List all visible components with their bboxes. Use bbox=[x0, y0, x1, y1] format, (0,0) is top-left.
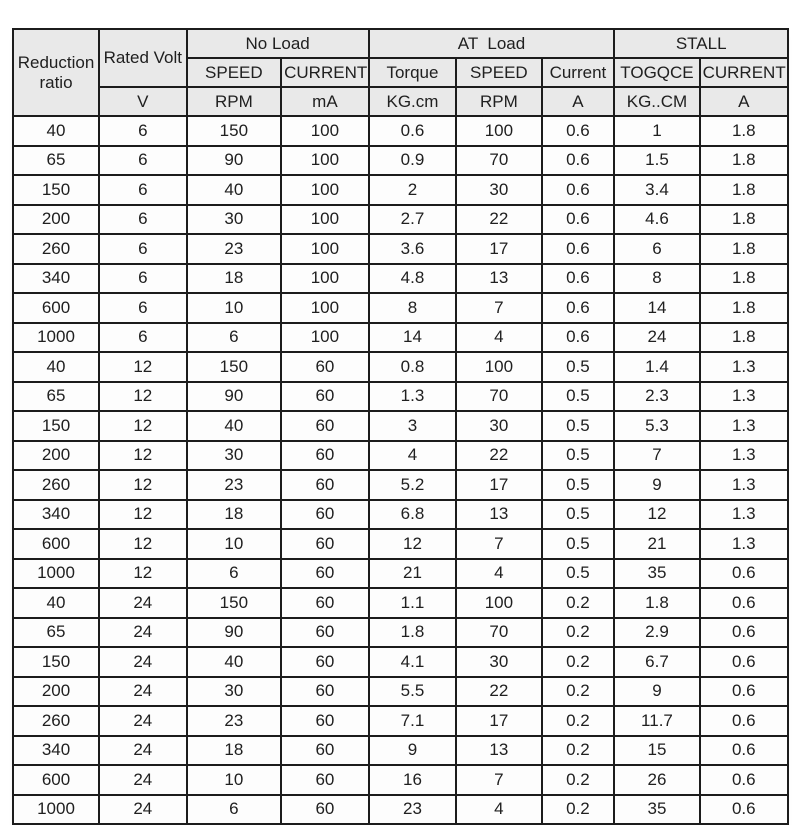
cell-stall-torque: 21 bbox=[614, 529, 699, 559]
cell-stall-torque: 9 bbox=[614, 470, 699, 500]
cell-no-load-speed: 18 bbox=[187, 264, 282, 294]
table-row bbox=[13, 175, 788, 205]
cell-at-load-torque: 9 bbox=[369, 736, 457, 766]
cell-no-load-speed: 6 bbox=[187, 795, 282, 825]
cell-rated-volt: 24 bbox=[99, 647, 187, 677]
cell-rated-volt: 12 bbox=[99, 529, 187, 559]
cell-reduction-ratio: 150 bbox=[13, 175, 99, 205]
cell-at-load-torque: 7.1 bbox=[369, 706, 457, 736]
header-group-at-load: AT Load bbox=[369, 29, 615, 58]
cell-no-load-speed: 40 bbox=[187, 647, 282, 677]
cell-at-load-speed: 30 bbox=[456, 647, 541, 677]
cell-reduction-ratio: 600 bbox=[13, 293, 99, 323]
cell-at-load-torque: 4 bbox=[369, 441, 457, 471]
cell-rated-volt: 6 bbox=[99, 234, 187, 264]
cell-stall-current: 0.6 bbox=[700, 706, 788, 736]
cell-at-load-speed: 70 bbox=[456, 146, 541, 176]
cell-rated-volt: 6 bbox=[99, 146, 187, 176]
cell-rated-volt: 24 bbox=[99, 706, 187, 736]
table-row bbox=[13, 706, 788, 736]
table-row bbox=[13, 677, 788, 707]
cell-stall-torque: 1.8 bbox=[614, 588, 699, 618]
cell-no-load-speed: 150 bbox=[187, 116, 282, 146]
cell-no-load-current: 60 bbox=[281, 441, 369, 471]
cell-at-load-torque: 3.6 bbox=[369, 234, 457, 264]
cell-at-load-torque: 1.1 bbox=[369, 588, 457, 618]
cell-at-load-torque: 4.8 bbox=[369, 264, 457, 294]
cell-at-load-speed: 22 bbox=[456, 205, 541, 235]
cell-rated-volt: 12 bbox=[99, 352, 187, 382]
cell-rated-volt: 12 bbox=[99, 382, 187, 412]
cell-stall-current: 0.6 bbox=[700, 588, 788, 618]
cell-at-load-speed: 17 bbox=[456, 706, 541, 736]
cell-at-load-speed: 30 bbox=[456, 175, 541, 205]
cell-stall-torque: 8 bbox=[614, 264, 699, 294]
unit-at-load-speed: RPM bbox=[456, 87, 541, 116]
cell-at-load-torque: 21 bbox=[369, 559, 457, 589]
cell-stall-torque: 2.9 bbox=[614, 618, 699, 648]
header-stall-torque: TOGQCE bbox=[614, 58, 699, 87]
cell-reduction-ratio: 260 bbox=[13, 234, 99, 264]
unit-no-load-current: mA bbox=[281, 87, 369, 116]
table-row bbox=[13, 323, 788, 353]
cell-no-load-current: 100 bbox=[281, 323, 369, 353]
cell-no-load-speed: 40 bbox=[187, 411, 282, 441]
cell-no-load-speed: 6 bbox=[187, 323, 282, 353]
cell-rated-volt: 6 bbox=[99, 264, 187, 294]
cell-no-load-current: 60 bbox=[281, 618, 369, 648]
cell-at-load-torque: 6.8 bbox=[369, 500, 457, 530]
cell-stall-current: 1.8 bbox=[700, 175, 788, 205]
cell-no-load-speed: 23 bbox=[187, 470, 282, 500]
cell-reduction-ratio: 340 bbox=[13, 736, 99, 766]
cell-no-load-current: 60 bbox=[281, 765, 369, 795]
cell-at-load-current: 0.2 bbox=[542, 765, 615, 795]
cell-at-load-speed: 7 bbox=[456, 293, 541, 323]
cell-no-load-speed: 10 bbox=[187, 293, 282, 323]
header-at-load-torque: Torque bbox=[369, 58, 457, 87]
cell-no-load-speed: 23 bbox=[187, 234, 282, 264]
table-row bbox=[13, 264, 788, 294]
cell-stall-torque: 14 bbox=[614, 293, 699, 323]
cell-stall-torque: 3.4 bbox=[614, 175, 699, 205]
cell-no-load-current: 100 bbox=[281, 146, 369, 176]
cell-at-load-current: 0.5 bbox=[542, 470, 615, 500]
cell-at-load-current: 0.2 bbox=[542, 618, 615, 648]
cell-at-load-speed: 100 bbox=[456, 352, 541, 382]
cell-no-load-current: 100 bbox=[281, 175, 369, 205]
cell-at-load-current: 0.6 bbox=[542, 205, 615, 235]
cell-reduction-ratio: 600 bbox=[13, 765, 99, 795]
cell-at-load-speed: 7 bbox=[456, 529, 541, 559]
header-reduction-ratio: Reduction ratio bbox=[13, 29, 99, 116]
cell-at-load-torque: 0.6 bbox=[369, 116, 457, 146]
header-at-load-current: Current bbox=[542, 58, 615, 87]
cell-no-load-current: 60 bbox=[281, 706, 369, 736]
cell-rated-volt: 12 bbox=[99, 441, 187, 471]
cell-at-load-torque: 0.9 bbox=[369, 146, 457, 176]
unit-stall-torque: KG..CM bbox=[614, 87, 699, 116]
table-row bbox=[13, 765, 788, 795]
cell-no-load-speed: 90 bbox=[187, 382, 282, 412]
cell-stall-current: 1.8 bbox=[700, 205, 788, 235]
cell-at-load-torque: 4.1 bbox=[369, 647, 457, 677]
cell-stall-current: 1.8 bbox=[700, 146, 788, 176]
cell-reduction-ratio: 200 bbox=[13, 205, 99, 235]
cell-at-load-current: 0.2 bbox=[542, 736, 615, 766]
cell-no-load-current: 60 bbox=[281, 588, 369, 618]
cell-at-load-current: 0.2 bbox=[542, 677, 615, 707]
motor-spec-table bbox=[12, 28, 789, 825]
cell-at-load-current: 0.2 bbox=[542, 706, 615, 736]
cell-reduction-ratio: 65 bbox=[13, 146, 99, 176]
cell-no-load-current: 60 bbox=[281, 352, 369, 382]
cell-at-load-current: 0.2 bbox=[542, 647, 615, 677]
spec-table-container bbox=[12, 28, 789, 825]
cell-at-load-current: 0.5 bbox=[542, 559, 615, 589]
cell-at-load-torque: 16 bbox=[369, 765, 457, 795]
cell-no-load-speed: 10 bbox=[187, 765, 282, 795]
cell-at-load-current: 0.6 bbox=[542, 116, 615, 146]
cell-reduction-ratio: 40 bbox=[13, 352, 99, 382]
cell-at-load-speed: 17 bbox=[456, 470, 541, 500]
header-group-no-load: No Load bbox=[187, 29, 369, 58]
cell-stall-current: 0.6 bbox=[700, 559, 788, 589]
cell-stall-current: 1.8 bbox=[700, 264, 788, 294]
cell-no-load-speed: 10 bbox=[187, 529, 282, 559]
cell-at-load-speed: 4 bbox=[456, 559, 541, 589]
cell-at-load-torque: 12 bbox=[369, 529, 457, 559]
cell-reduction-ratio: 260 bbox=[13, 470, 99, 500]
header-no-load-speed: SPEED bbox=[187, 58, 282, 87]
cell-no-load-current: 100 bbox=[281, 264, 369, 294]
table-row bbox=[13, 205, 788, 235]
cell-at-load-speed: 70 bbox=[456, 618, 541, 648]
table-row bbox=[13, 116, 788, 146]
table-row bbox=[13, 441, 788, 471]
cell-reduction-ratio: 1000 bbox=[13, 795, 99, 825]
cell-at-load-current: 0.2 bbox=[542, 588, 615, 618]
cell-no-load-speed: 40 bbox=[187, 175, 282, 205]
cell-at-load-speed: 13 bbox=[456, 736, 541, 766]
cell-stall-current: 0.6 bbox=[700, 677, 788, 707]
cell-rated-volt: 12 bbox=[99, 411, 187, 441]
cell-stall-torque: 15 bbox=[614, 736, 699, 766]
cell-no-load-current: 60 bbox=[281, 647, 369, 677]
cell-at-load-speed: 7 bbox=[456, 765, 541, 795]
cell-stall-current: 1.8 bbox=[700, 293, 788, 323]
cell-stall-torque: 9 bbox=[614, 677, 699, 707]
cell-stall-torque: 12 bbox=[614, 500, 699, 530]
header-stall-current: CURRENT bbox=[700, 58, 788, 87]
cell-at-load-speed: 70 bbox=[456, 382, 541, 412]
table-row bbox=[13, 234, 788, 264]
cell-at-load-current: 0.5 bbox=[542, 441, 615, 471]
cell-no-load-speed: 18 bbox=[187, 736, 282, 766]
cell-no-load-current: 60 bbox=[281, 559, 369, 589]
cell-stall-current: 1.8 bbox=[700, 234, 788, 264]
cell-rated-volt: 24 bbox=[99, 795, 187, 825]
cell-at-load-speed: 22 bbox=[456, 677, 541, 707]
cell-at-load-torque: 5.2 bbox=[369, 470, 457, 500]
cell-at-load-current: 0.5 bbox=[542, 352, 615, 382]
cell-stall-current: 0.6 bbox=[700, 647, 788, 677]
cell-at-load-current: 0.5 bbox=[542, 500, 615, 530]
header-at-load-speed: SPEED bbox=[456, 58, 541, 87]
cell-rated-volt: 24 bbox=[99, 765, 187, 795]
cell-no-load-speed: 90 bbox=[187, 146, 282, 176]
cell-no-load-current: 60 bbox=[281, 795, 369, 825]
cell-reduction-ratio: 65 bbox=[13, 618, 99, 648]
table-row bbox=[13, 293, 788, 323]
cell-no-load-current: 100 bbox=[281, 205, 369, 235]
cell-stall-current: 1.3 bbox=[700, 441, 788, 471]
cell-at-load-current: 0.5 bbox=[542, 529, 615, 559]
cell-stall-torque: 7 bbox=[614, 441, 699, 471]
cell-no-load-current: 60 bbox=[281, 736, 369, 766]
unit-no-load-speed: RPM bbox=[187, 87, 282, 116]
unit-at-load-current: A bbox=[542, 87, 615, 116]
cell-stall-current: 1.3 bbox=[700, 352, 788, 382]
cell-at-load-current: 0.5 bbox=[542, 411, 615, 441]
cell-no-load-current: 60 bbox=[281, 411, 369, 441]
cell-rated-volt: 24 bbox=[99, 677, 187, 707]
cell-stall-current: 1.3 bbox=[700, 411, 788, 441]
cell-at-load-torque: 14 bbox=[369, 323, 457, 353]
cell-stall-torque: 11.7 bbox=[614, 706, 699, 736]
cell-reduction-ratio: 65 bbox=[13, 382, 99, 412]
cell-reduction-ratio: 340 bbox=[13, 264, 99, 294]
table-header bbox=[13, 29, 788, 116]
cell-at-load-speed: 100 bbox=[456, 116, 541, 146]
cell-reduction-ratio: 40 bbox=[13, 116, 99, 146]
cell-no-load-current: 100 bbox=[281, 116, 369, 146]
cell-at-load-speed: 13 bbox=[456, 264, 541, 294]
cell-at-load-speed: 4 bbox=[456, 323, 541, 353]
cell-stall-current: 0.6 bbox=[700, 736, 788, 766]
cell-reduction-ratio: 40 bbox=[13, 588, 99, 618]
table-row bbox=[13, 382, 788, 412]
table-row bbox=[13, 411, 788, 441]
cell-rated-volt: 24 bbox=[99, 588, 187, 618]
cell-at-load-speed: 4 bbox=[456, 795, 541, 825]
cell-reduction-ratio: 1000 bbox=[13, 559, 99, 589]
cell-stall-current: 1.3 bbox=[700, 382, 788, 412]
cell-stall-current: 0.6 bbox=[700, 765, 788, 795]
table-row bbox=[13, 500, 788, 530]
cell-at-load-current: 0.6 bbox=[542, 146, 615, 176]
cell-at-load-speed: 13 bbox=[456, 500, 541, 530]
header-no-load-current: CURRENT bbox=[281, 58, 369, 87]
cell-at-load-current: 0.5 bbox=[542, 382, 615, 412]
cell-stall-current: 1.3 bbox=[700, 470, 788, 500]
cell-no-load-speed: 6 bbox=[187, 559, 282, 589]
cell-no-load-current: 60 bbox=[281, 470, 369, 500]
cell-rated-volt: 6 bbox=[99, 323, 187, 353]
cell-rated-volt: 24 bbox=[99, 736, 187, 766]
table-row bbox=[13, 736, 788, 766]
cell-at-load-torque: 3 bbox=[369, 411, 457, 441]
cell-stall-torque: 1.5 bbox=[614, 146, 699, 176]
cell-no-load-speed: 150 bbox=[187, 588, 282, 618]
cell-no-load-speed: 23 bbox=[187, 706, 282, 736]
cell-rated-volt: 12 bbox=[99, 559, 187, 589]
table-row bbox=[13, 559, 788, 589]
cell-no-load-speed: 150 bbox=[187, 352, 282, 382]
unit-at-load-torque: KG.cm bbox=[369, 87, 457, 116]
cell-at-load-torque: 8 bbox=[369, 293, 457, 323]
cell-at-load-current: 0.6 bbox=[542, 293, 615, 323]
table-row bbox=[13, 588, 788, 618]
cell-stall-torque: 6 bbox=[614, 234, 699, 264]
cell-reduction-ratio: 150 bbox=[13, 647, 99, 677]
header-group-stall: STALL bbox=[614, 29, 788, 58]
cell-at-load-torque: 1.3 bbox=[369, 382, 457, 412]
cell-no-load-speed: 30 bbox=[187, 677, 282, 707]
cell-rated-volt: 6 bbox=[99, 116, 187, 146]
cell-reduction-ratio: 1000 bbox=[13, 323, 99, 353]
table-row bbox=[13, 352, 788, 382]
cell-at-load-current: 0.6 bbox=[542, 175, 615, 205]
cell-at-load-speed: 17 bbox=[456, 234, 541, 264]
cell-no-load-current: 100 bbox=[281, 234, 369, 264]
cell-stall-torque: 26 bbox=[614, 765, 699, 795]
header-row-groups bbox=[13, 29, 788, 58]
cell-stall-torque: 1.4 bbox=[614, 352, 699, 382]
table-row bbox=[13, 529, 788, 559]
table-row bbox=[13, 470, 788, 500]
cell-no-load-current: 60 bbox=[281, 500, 369, 530]
cell-stall-current: 0.6 bbox=[700, 795, 788, 825]
table-row bbox=[13, 146, 788, 176]
cell-at-load-torque: 5.5 bbox=[369, 677, 457, 707]
cell-no-load-current: 100 bbox=[281, 293, 369, 323]
header-row-units bbox=[13, 87, 788, 116]
table-row bbox=[13, 795, 788, 825]
cell-at-load-torque: 23 bbox=[369, 795, 457, 825]
cell-reduction-ratio: 150 bbox=[13, 411, 99, 441]
table-row bbox=[13, 618, 788, 648]
cell-at-load-speed: 30 bbox=[456, 411, 541, 441]
cell-no-load-current: 60 bbox=[281, 529, 369, 559]
cell-stall-torque: 6.7 bbox=[614, 647, 699, 677]
cell-stall-torque: 35 bbox=[614, 795, 699, 825]
cell-no-load-current: 60 bbox=[281, 677, 369, 707]
cell-no-load-speed: 18 bbox=[187, 500, 282, 530]
cell-stall-current: 1.3 bbox=[700, 529, 788, 559]
cell-rated-volt: 24 bbox=[99, 618, 187, 648]
cell-stall-torque: 1 bbox=[614, 116, 699, 146]
cell-stall-torque: 4.6 bbox=[614, 205, 699, 235]
cell-stall-torque: 35 bbox=[614, 559, 699, 589]
header-rated-volt: Rated Volt bbox=[99, 29, 187, 87]
cell-at-load-speed: 100 bbox=[456, 588, 541, 618]
cell-no-load-speed: 90 bbox=[187, 618, 282, 648]
cell-at-load-torque: 0.8 bbox=[369, 352, 457, 382]
cell-rated-volt: 6 bbox=[99, 293, 187, 323]
table-row bbox=[13, 647, 788, 677]
cell-stall-torque: 5.3 bbox=[614, 411, 699, 441]
cell-reduction-ratio: 200 bbox=[13, 677, 99, 707]
cell-at-load-current: 0.6 bbox=[542, 323, 615, 353]
cell-at-load-speed: 22 bbox=[456, 441, 541, 471]
unit-rated-volt: V bbox=[99, 87, 187, 116]
cell-at-load-current: 0.6 bbox=[542, 234, 615, 264]
cell-reduction-ratio: 340 bbox=[13, 500, 99, 530]
cell-reduction-ratio: 600 bbox=[13, 529, 99, 559]
cell-no-load-speed: 30 bbox=[187, 441, 282, 471]
cell-at-load-current: 0.2 bbox=[542, 795, 615, 825]
cell-reduction-ratio: 200 bbox=[13, 441, 99, 471]
cell-stall-current: 1.3 bbox=[700, 500, 788, 530]
cell-no-load-current: 60 bbox=[281, 382, 369, 412]
cell-stall-current: 1.8 bbox=[700, 116, 788, 146]
cell-rated-volt: 12 bbox=[99, 500, 187, 530]
cell-stall-current: 0.6 bbox=[700, 618, 788, 648]
cell-reduction-ratio: 260 bbox=[13, 706, 99, 736]
cell-no-load-speed: 30 bbox=[187, 205, 282, 235]
cell-at-load-current: 0.6 bbox=[542, 264, 615, 294]
table-body bbox=[13, 116, 788, 824]
cell-rated-volt: 6 bbox=[99, 175, 187, 205]
cell-at-load-torque: 1.8 bbox=[369, 618, 457, 648]
cell-stall-torque: 2.3 bbox=[614, 382, 699, 412]
cell-rated-volt: 6 bbox=[99, 205, 187, 235]
cell-stall-torque: 24 bbox=[614, 323, 699, 353]
cell-at-load-torque: 2 bbox=[369, 175, 457, 205]
cell-stall-current: 1.8 bbox=[700, 323, 788, 353]
unit-stall-current: A bbox=[700, 87, 788, 116]
cell-rated-volt: 12 bbox=[99, 470, 187, 500]
cell-at-load-torque: 2.7 bbox=[369, 205, 457, 235]
